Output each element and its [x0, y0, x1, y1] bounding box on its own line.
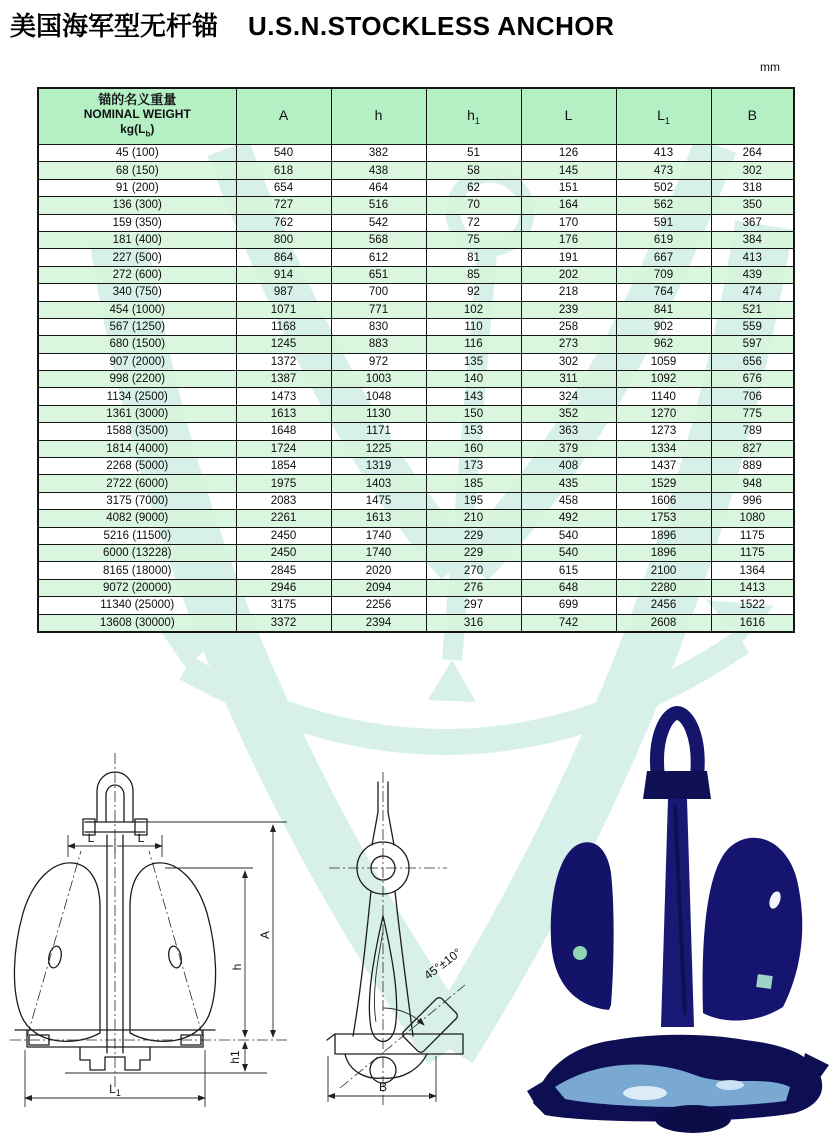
dimension-cell: 2845 — [236, 562, 331, 579]
dimension-cell: 516 — [331, 197, 426, 214]
dimension-cell: 384 — [711, 231, 794, 248]
dimension-cell: 1522 — [711, 597, 794, 614]
dimension-cell: 1473 — [236, 388, 331, 405]
dimension-cell: 51 — [426, 145, 521, 162]
dimension-cell: 492 — [521, 510, 616, 527]
weight-cell: 159 (350) — [38, 214, 236, 231]
dimension-cell: 1171 — [331, 423, 426, 440]
table-row — [38, 405, 794, 422]
dimension-cell: 1175 — [711, 527, 794, 544]
dimension-cell: 143 — [426, 388, 521, 405]
weight-header-unit: $kg(L_b)$ — [120, 121, 155, 139]
dimension-cell: 996 — [711, 492, 794, 509]
dimension-cell: 889 — [711, 458, 794, 475]
dimension-cell: 473 — [616, 162, 711, 179]
dimension-cell: 700 — [331, 284, 426, 301]
dimension-cell: 864 — [236, 249, 331, 266]
dimension-cell: 676 — [711, 371, 794, 388]
dimension-cell: 2450 — [236, 527, 331, 544]
dimension-cell: 2261 — [236, 510, 331, 527]
dimension-cell: 948 — [711, 475, 794, 492]
dimension-cell: 273 — [521, 336, 616, 353]
dimension-cell: 1080 — [711, 510, 794, 527]
weight-cell: 91 (200) — [38, 179, 236, 196]
table-row — [38, 145, 794, 162]
dimension-cell: 191 — [521, 249, 616, 266]
dimension-cell: 302 — [521, 353, 616, 370]
table-row — [38, 231, 794, 248]
table-row — [38, 544, 794, 561]
dimension-cell: 1854 — [236, 458, 331, 475]
weight-cell: 13608 (30000) — [38, 614, 236, 632]
dim-label-L-right: L — [137, 831, 145, 845]
dimension-cell: 153 — [426, 423, 521, 440]
weight-cell: 272 (600) — [38, 266, 236, 283]
dimension-cell: 350 — [711, 197, 794, 214]
dimension-cell: 1130 — [331, 405, 426, 422]
dimension-cell: 1475 — [331, 492, 426, 509]
table-row — [38, 492, 794, 509]
front-view-drawing — [5, 735, 315, 1120]
dimension-cell: 58 — [426, 162, 521, 179]
dimension-cell: 612 — [331, 249, 426, 266]
weight-cell: 9072 (20000) — [38, 579, 236, 596]
dimension-cell: 116 — [426, 336, 521, 353]
dimension-cell: 654 — [236, 179, 331, 196]
dim-label-h1: h1 — [228, 1050, 242, 1064]
dimension-cell: 1648 — [236, 423, 331, 440]
dimension-cell: 458 — [521, 492, 616, 509]
dimension-cell: 1092 — [616, 371, 711, 388]
side-view-drawing — [315, 770, 510, 1115]
dimension-cell: 562 — [616, 197, 711, 214]
dimension-cell: 2256 — [331, 597, 426, 614]
table-row — [38, 423, 794, 440]
dimension-cell: 727 — [236, 197, 331, 214]
dimension-cell: 1003 — [331, 371, 426, 388]
dimension-cell: 1975 — [236, 475, 331, 492]
col-header-weight — [38, 88, 236, 145]
page-title — [10, 6, 614, 43]
col-header-B: B — [711, 88, 794, 145]
dimension-cell: 92 — [426, 284, 521, 301]
dimension-cell: 3175 — [236, 597, 331, 614]
dimension-cell: 1403 — [331, 475, 426, 492]
dimension-cell: 1613 — [236, 405, 331, 422]
table-row — [38, 197, 794, 214]
dimension-cell: 1437 — [616, 458, 711, 475]
table-row — [38, 214, 794, 231]
table-row — [38, 475, 794, 492]
dimension-cell: 667 — [616, 249, 711, 266]
dimension-cell: 568 — [331, 231, 426, 248]
dimension-cell: 2946 — [236, 579, 331, 596]
dimension-cell: 239 — [521, 301, 616, 318]
dimension-cell: 379 — [521, 440, 616, 457]
dimension-cell: 1273 — [616, 423, 711, 440]
table-row — [38, 266, 794, 283]
dimension-cell: 618 — [236, 162, 331, 179]
table-row — [38, 597, 794, 614]
dimension-cell: 699 — [521, 597, 616, 614]
dim-label-B: B — [378, 1080, 388, 1094]
anchor-photo — [525, 695, 830, 1135]
dimension-cell: 352 — [521, 405, 616, 422]
dimension-cell: 1059 — [616, 353, 711, 370]
table-row — [38, 440, 794, 457]
table-row — [38, 318, 794, 335]
dimension-cell: 651 — [331, 266, 426, 283]
dimension-cell: 297 — [426, 597, 521, 614]
table-row — [38, 179, 794, 196]
dimension-cell: 72 — [426, 214, 521, 231]
dimension-cell: 75 — [426, 231, 521, 248]
weight-cell: 1134 (2500) — [38, 388, 236, 405]
dimension-cell: 164 — [521, 197, 616, 214]
dimension-cell: 2100 — [616, 562, 711, 579]
weight-cell: 136 (300) — [38, 197, 236, 214]
weight-cell: 1588 (3500) — [38, 423, 236, 440]
weight-cell: 227 (500) — [38, 249, 236, 266]
dimension-cell: 902 — [616, 318, 711, 335]
dimension-cell: 830 — [331, 318, 426, 335]
dimension-cell: 1413 — [711, 579, 794, 596]
header-row — [38, 88, 794, 145]
col-header-L1: $L_1$ — [616, 88, 711, 145]
dimension-cell: 972 — [331, 353, 426, 370]
dim-label-h: h — [230, 963, 244, 971]
table-row — [38, 249, 794, 266]
dimension-cell: 318 — [711, 179, 794, 196]
dimension-cell: 1245 — [236, 336, 331, 353]
dimension-cell: 1896 — [616, 544, 711, 561]
dimension-cell: 2094 — [331, 579, 426, 596]
weight-cell: 45 (100) — [38, 145, 236, 162]
dimension-cell: 540 — [521, 544, 616, 561]
dimension-cell: 3372 — [236, 614, 331, 632]
dimension-cell: 1740 — [331, 527, 426, 544]
dimension-cell: 1140 — [616, 388, 711, 405]
dimension-cell: 81 — [426, 249, 521, 266]
dimension-cell: 800 — [236, 231, 331, 248]
table-row — [38, 162, 794, 179]
anchor-photo-shapes — [527, 713, 829, 1133]
table-row — [38, 510, 794, 527]
weight-cell: 11340 (25000) — [38, 597, 236, 614]
dimension-cell: 540 — [521, 527, 616, 544]
dimension-cell: 145 — [521, 162, 616, 179]
dimension-cell: 987 — [236, 284, 331, 301]
dimension-cell: 170 — [521, 214, 616, 231]
dimension-cell: 439 — [711, 266, 794, 283]
dimension-cell: 413 — [616, 145, 711, 162]
dimension-cell: 2450 — [236, 544, 331, 561]
dimension-cell: 70 — [426, 197, 521, 214]
dimension-cell: 1334 — [616, 440, 711, 457]
weight-cell: 1814 (4000) — [38, 440, 236, 457]
weight-cell: 567 (1250) — [38, 318, 236, 335]
dimension-cell: 962 — [616, 336, 711, 353]
side-view-outline — [327, 772, 465, 1105]
weight-header-zh: 锚的名义重量 — [98, 91, 177, 107]
dimension-cell: 1364 — [711, 562, 794, 579]
dimension-cell: 2020 — [331, 562, 426, 579]
dimension-cell: 311 — [521, 371, 616, 388]
dimension-cell: 540 — [236, 145, 331, 162]
dimension-cell: 382 — [331, 145, 426, 162]
table-row — [38, 614, 794, 632]
dimension-cell: 1387 — [236, 371, 331, 388]
dimension-cell: 827 — [711, 440, 794, 457]
dimension-cell: 502 — [616, 179, 711, 196]
page-title-en: U.S.N.STOCKLESS ANCHOR — [248, 11, 615, 41]
dimension-cell: 363 — [521, 423, 616, 440]
table-row — [38, 336, 794, 353]
dimension-cell: 841 — [616, 301, 711, 318]
dimension-cell: 619 — [616, 231, 711, 248]
table-row — [38, 527, 794, 544]
dimension-cell: 413 — [711, 249, 794, 266]
dimension-cell: 173 — [426, 458, 521, 475]
dimension-cell: 316 — [426, 614, 521, 632]
dimension-cell: 914 — [236, 266, 331, 283]
dimension-cell: 302 — [711, 162, 794, 179]
dimension-cell: 542 — [331, 214, 426, 231]
col-header-h1: $h_1$ — [426, 88, 521, 145]
dimension-cell: 709 — [616, 266, 711, 283]
dimension-cell: 883 — [331, 336, 426, 353]
dimension-cell: 85 — [426, 266, 521, 283]
dimension-cell: 464 — [331, 179, 426, 196]
dimension-cell: 1372 — [236, 353, 331, 370]
dimension-cell: 1740 — [331, 544, 426, 561]
dimension-cell: 185 — [426, 475, 521, 492]
weight-header-en: NOMINAL WEIGHT — [83, 106, 191, 121]
dimension-cell: 706 — [711, 388, 794, 405]
table-row — [38, 353, 794, 370]
dimension-cell: 521 — [711, 301, 794, 318]
dimension-cell: 218 — [521, 284, 616, 301]
dimension-cell: 789 — [711, 423, 794, 440]
dimension-cell: 1529 — [616, 475, 711, 492]
dimension-cell: 1896 — [616, 527, 711, 544]
dimension-cell: 2083 — [236, 492, 331, 509]
dimension-cell: 1071 — [236, 301, 331, 318]
dimension-cell: 2456 — [616, 597, 711, 614]
dimension-cell: 160 — [426, 440, 521, 457]
dimension-cell: 1270 — [616, 405, 711, 422]
angle-label: 45°±10° — [421, 945, 465, 983]
dimension-cell: 1613 — [331, 510, 426, 527]
weight-cell: 8165 (18000) — [38, 562, 236, 579]
weight-cell: 4082 (9000) — [38, 510, 236, 527]
dimension-cell: 1225 — [331, 440, 426, 457]
weight-cell: 181 (400) — [38, 231, 236, 248]
dimension-cell: 126 — [521, 145, 616, 162]
table-row — [38, 371, 794, 388]
dimension-cell: 1175 — [711, 544, 794, 561]
dimension-cell: 258 — [521, 318, 616, 335]
dimension-cell: 202 — [521, 266, 616, 283]
table-row — [38, 579, 794, 596]
front-view-dimensions — [25, 822, 287, 1107]
weight-cell: 680 (1500) — [38, 336, 236, 353]
dimension-cell: 102 — [426, 301, 521, 318]
weight-cell: 340 (750) — [38, 284, 236, 301]
dimension-cell: 1616 — [711, 614, 794, 632]
unit-label: mm — [760, 60, 780, 74]
dimension-cell: 591 — [616, 214, 711, 231]
weight-cell: 6000 (13228) — [38, 544, 236, 561]
col-header-h: h — [331, 88, 426, 145]
weight-cell: 5216 (11500) — [38, 527, 236, 544]
col-header-A: A — [236, 88, 331, 145]
table-row — [38, 284, 794, 301]
dimension-cell: 408 — [521, 458, 616, 475]
dimension-cell: 771 — [331, 301, 426, 318]
dimension-cell: 615 — [521, 562, 616, 579]
dimension-cell: 764 — [616, 284, 711, 301]
dimension-cell: 264 — [711, 145, 794, 162]
dimension-cell: 135 — [426, 353, 521, 370]
weight-cell: 1361 (3000) — [38, 405, 236, 422]
dimension-cell: 176 — [521, 231, 616, 248]
weight-cell: 907 (2000) — [38, 353, 236, 370]
dimension-cell: 276 — [426, 579, 521, 596]
dimension-cell: 229 — [426, 527, 521, 544]
dimension-cell: 140 — [426, 371, 521, 388]
dimension-cell: 1319 — [331, 458, 426, 475]
weight-cell: 998 (2200) — [38, 371, 236, 388]
spec-table-body — [38, 145, 794, 632]
dimension-cell: 110 — [426, 318, 521, 335]
dimension-cell: 210 — [426, 510, 521, 527]
dimension-cell: 367 — [711, 214, 794, 231]
table-row — [38, 301, 794, 318]
dimension-cell: 195 — [426, 492, 521, 509]
dimension-cell: 151 — [521, 179, 616, 196]
dim-label-A: A — [258, 930, 272, 940]
weight-cell: 454 (1000) — [38, 301, 236, 318]
dimension-cell: 2608 — [616, 614, 711, 632]
dimension-cell: 62 — [426, 179, 521, 196]
dimension-cell: 1168 — [236, 318, 331, 335]
dimension-cell: 597 — [711, 336, 794, 353]
dimension-cell: 742 — [521, 614, 616, 632]
dimension-cell: 438 — [331, 162, 426, 179]
spec-table-header — [38, 88, 794, 145]
dimension-cell: 324 — [521, 388, 616, 405]
dimension-cell: 150 — [426, 405, 521, 422]
dimension-cell: 1724 — [236, 440, 331, 457]
dimension-cell: 229 — [426, 544, 521, 561]
spec-table — [37, 87, 795, 633]
dimension-cell: 1753 — [616, 510, 711, 527]
dimension-cell: 559 — [711, 318, 794, 335]
dim-label-L1: $L_1$ — [109, 1082, 121, 1098]
table-row — [38, 458, 794, 475]
table-row — [38, 388, 794, 405]
weight-cell: 3175 (7000) — [38, 492, 236, 509]
weight-cell: 2722 (6000) — [38, 475, 236, 492]
dimension-cell: 1048 — [331, 388, 426, 405]
dimension-cell: 648 — [521, 579, 616, 596]
dimension-cell: 435 — [521, 475, 616, 492]
dimension-cell: 656 — [711, 353, 794, 370]
dimension-cell: 762 — [236, 214, 331, 231]
dimension-cell: 2394 — [331, 614, 426, 632]
page-title-zh: 美国海军型无杆锚 — [10, 11, 219, 41]
weight-cell: 2268 (5000) — [38, 458, 236, 475]
dimension-cell: 270 — [426, 562, 521, 579]
dim-label-L-left: L — [87, 831, 95, 845]
dimension-cell: 2280 — [616, 579, 711, 596]
dimension-cell: 1606 — [616, 492, 711, 509]
dimension-cell: 775 — [711, 405, 794, 422]
front-view-outline — [10, 753, 290, 1087]
dimension-cell: 474 — [711, 284, 794, 301]
weight-cell: 68 (150) — [38, 162, 236, 179]
col-header-L: L — [521, 88, 616, 145]
table-row — [38, 562, 794, 579]
